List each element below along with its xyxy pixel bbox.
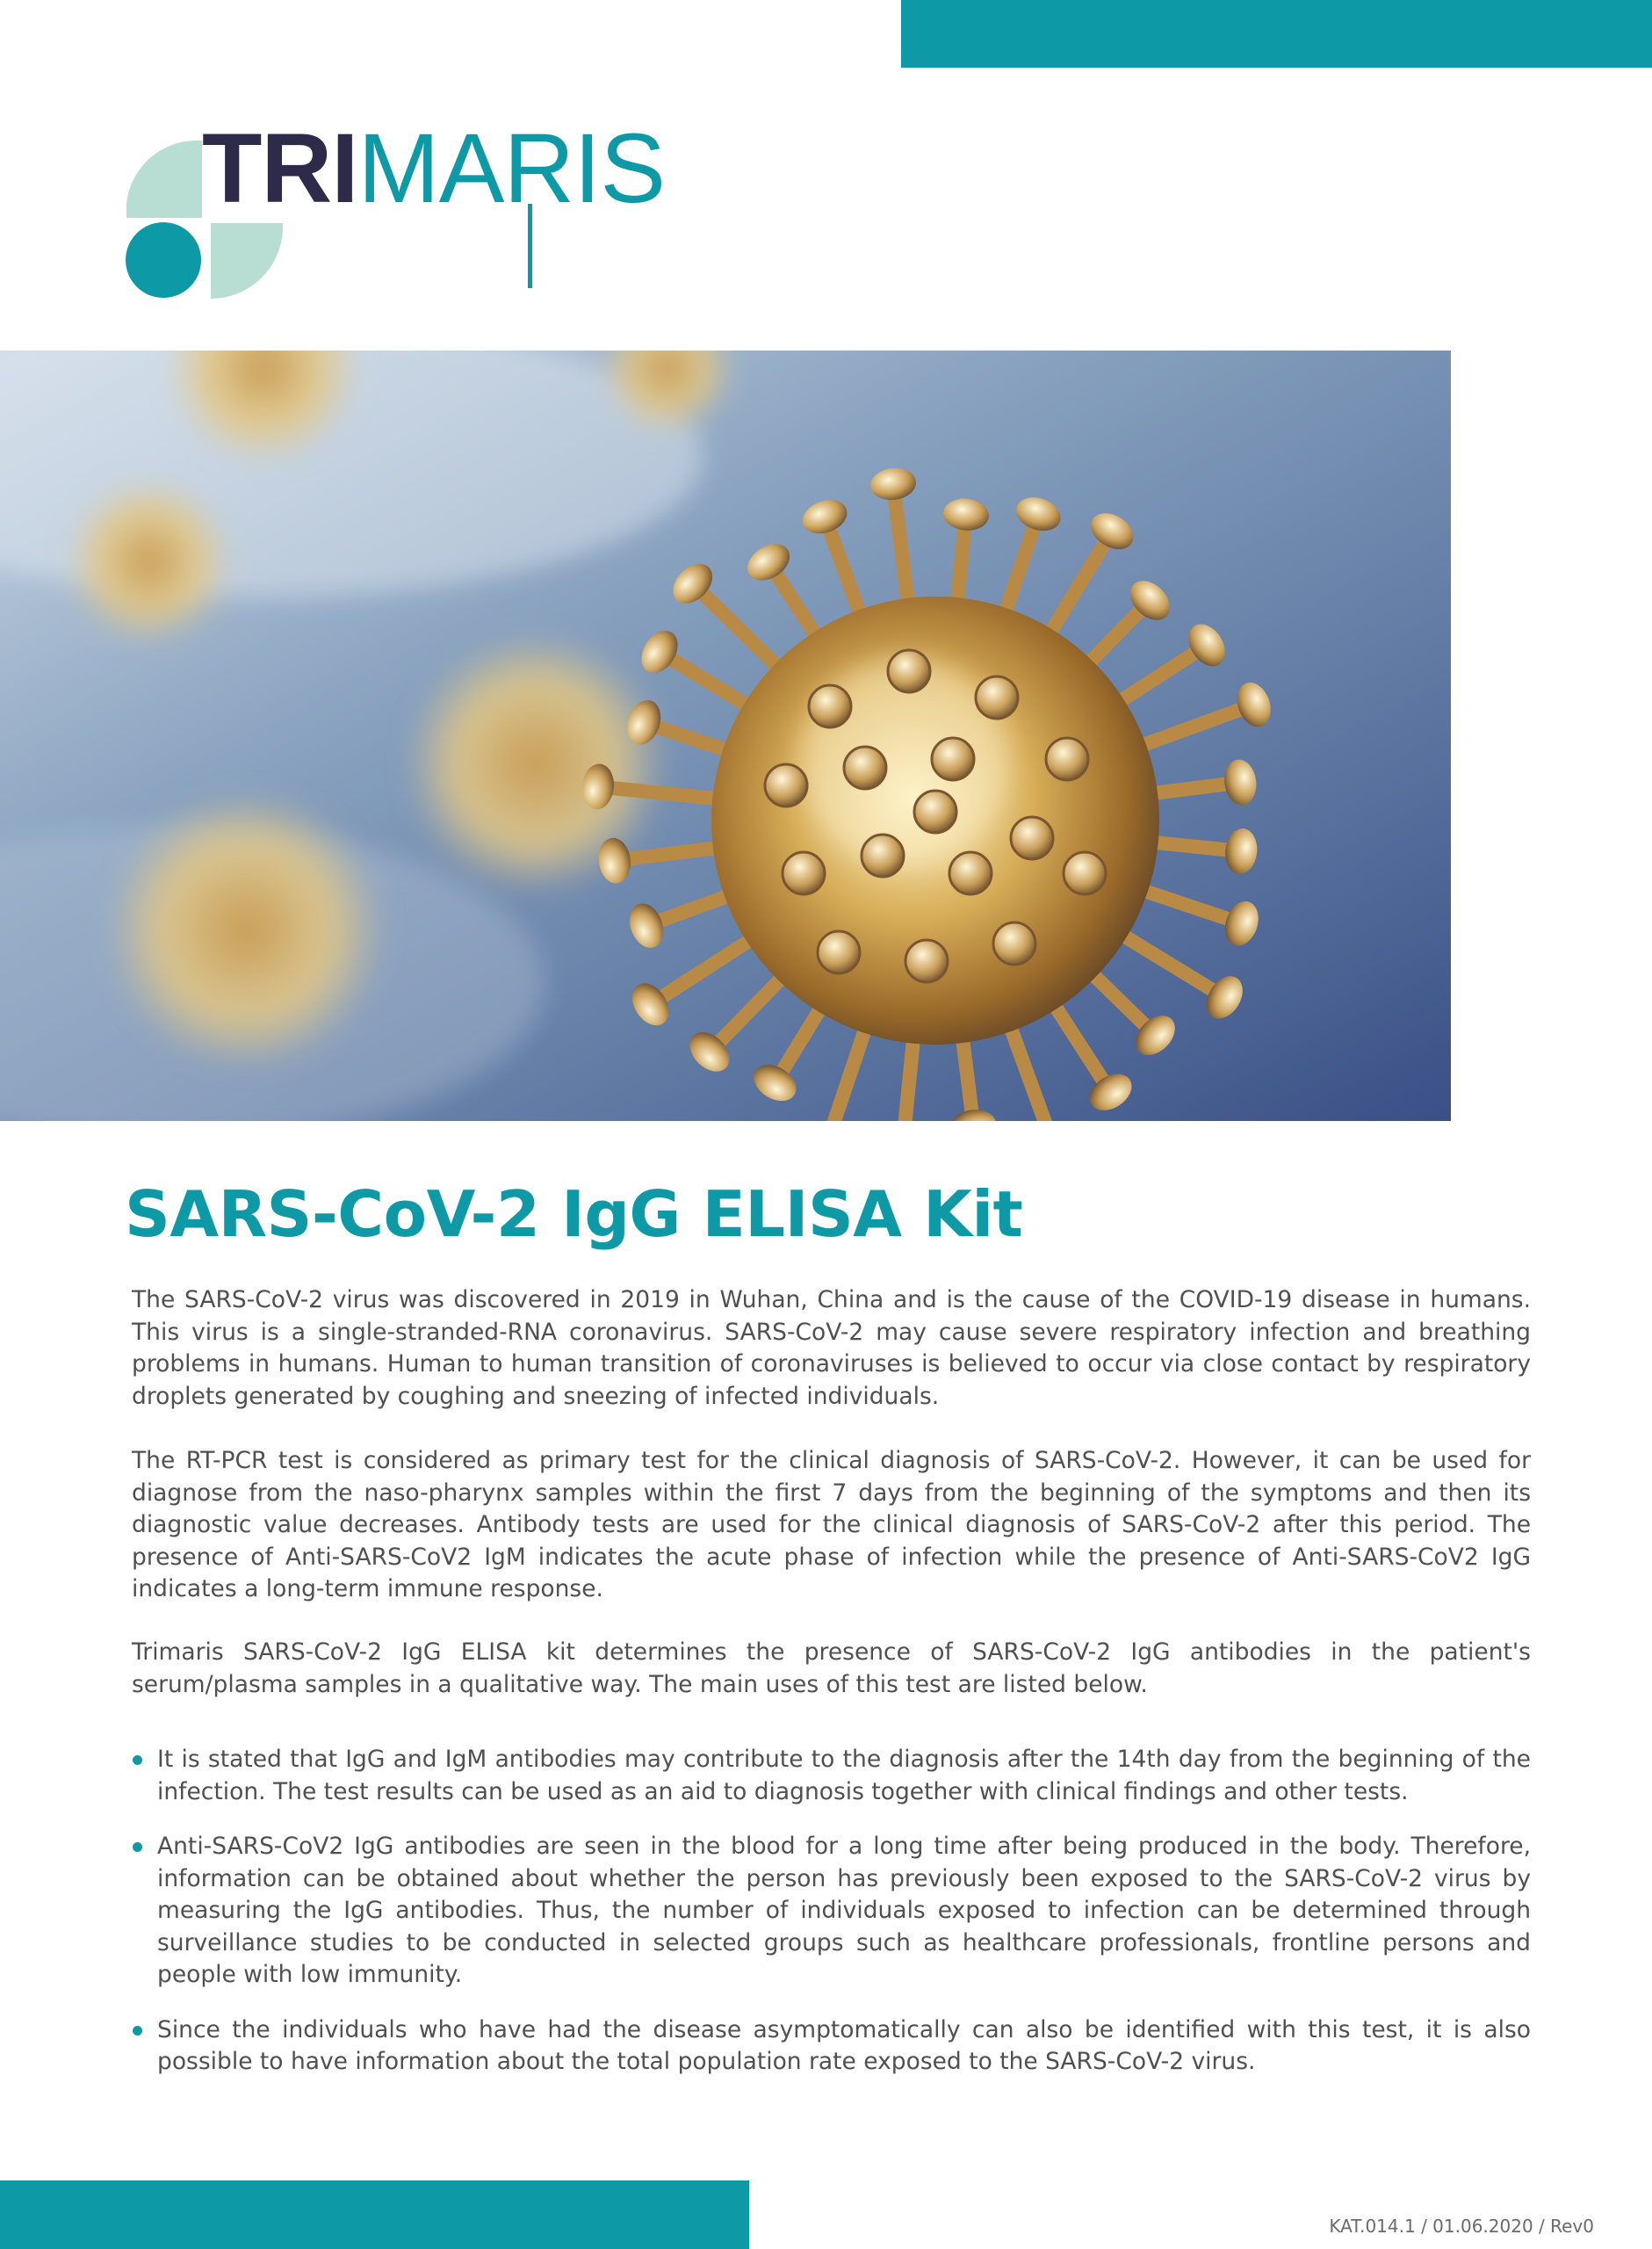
virus-knob	[1064, 852, 1106, 894]
virus-knob	[949, 852, 992, 894]
virus-knob	[809, 685, 851, 727]
virus-knob	[993, 922, 1035, 965]
virus-knob	[844, 747, 886, 789]
hero-image	[0, 351, 1451, 1121]
virus-knob	[818, 931, 860, 973]
list-item	[132, 2014, 1531, 2079]
list-item-text: Since the individuals who have had the disease asymptomatically can also be identified with this test, it is also possible to have information about the total population rate exposed to the SARS-CoV-2 virus.	[157, 2015, 1531, 2075]
virus-knob	[932, 738, 974, 780]
virus-knob	[765, 764, 807, 806]
uses-list	[132, 1744, 1531, 2101]
list-item-text: It is stated that IgG and IgM antibodies may contribute to the diagnosis after the 14th day from the beginning of the infection. The test results can be used as an aid to diagnosis together with clinical findings and other tests.	[157, 1746, 1531, 1805]
bottom-accent-bar	[0, 2180, 749, 2249]
virus-knob	[905, 940, 948, 982]
document-code: KAT.014.1 / 01.06.2020 / Rev0	[1329, 2216, 1594, 2237]
trimaris-logo	[125, 113, 666, 300]
bullet-icon	[133, 1842, 142, 1852]
virus-knob	[888, 650, 930, 692]
list-item	[132, 1831, 1531, 1992]
paragraph-kit-description: Trimaris SARS-CoV-2 IgG ELISA kit determines the presence of SARS-CoV-2 IgG antibodies in the patient's serum/plasma samples in a qualitative way. The main uses of this test are listed below.	[132, 1638, 1531, 1698]
top-accent-bar	[901, 0, 1652, 68]
paragraph-intro: The SARS-CoV-2 virus was discovered in 2019 in Wuhan, China and is the cause of the COVID-19 disease in humans. This virus is a single-stranded-RNA coronavirus. SARS-CoV-2 may cause severe respiratory infection and breathing problems in humans. Human to human transition of coronaviruses is believed to occur via close contact by respiratory droplets generated by coughing and sneezing of infected individuals.	[132, 1286, 1531, 1410]
page-title: SARS-CoV-2 IgG ELISA Kit	[125, 1177, 1023, 1251]
list-item-text: Anti-SARS-CoV2 IgG antibodies are seen in the blood for a long time after being produced in the body. Therefore, information can be obtained about whether the person has previously been exposed to the SARS-CoV-2 virus by measuring the IgG antibodies. Thus, the number of individuals exposed to infection can be determined through surveillance studies to be conducted in selected groups such as healthcare professionals, frontline persons and people with low immunity.	[157, 1833, 1531, 1988]
virus-knob	[1011, 817, 1053, 859]
coronavirus-illustration-icon	[0, 351, 1451, 1121]
list-item	[132, 1744, 1531, 1808]
bullet-icon	[133, 1755, 142, 1765]
logo-text-light: MARIS	[357, 113, 666, 223]
virus-knob	[1046, 738, 1088, 780]
virus-knob	[976, 676, 1018, 719]
logo-wordmark	[202, 107, 665, 230]
logo-text-bold: TRI	[202, 113, 358, 223]
virus-knob	[914, 791, 956, 833]
virus-knob	[862, 835, 904, 877]
virus-knob	[783, 852, 825, 894]
paragraph-rt-pcr: The RT-PCR test is considered as primary test for the clinical diagnosis of SARS-CoV-2. However, it can be used for diagnose from the naso-pharynx samples within the first 7 days from the beginning of the symptoms and then its diagnostic value decreases. Antibody tests are used for the clinical diagnosis of SARS-CoV-2 after this period. The presence of Anti-SARS-CoV2 IgM indicates the acute phase of infection while the presence of Anti-SARS-CoV2 IgG indicates a long-term immune response.	[132, 1447, 1531, 1602]
bullet-icon	[133, 2026, 142, 2036]
